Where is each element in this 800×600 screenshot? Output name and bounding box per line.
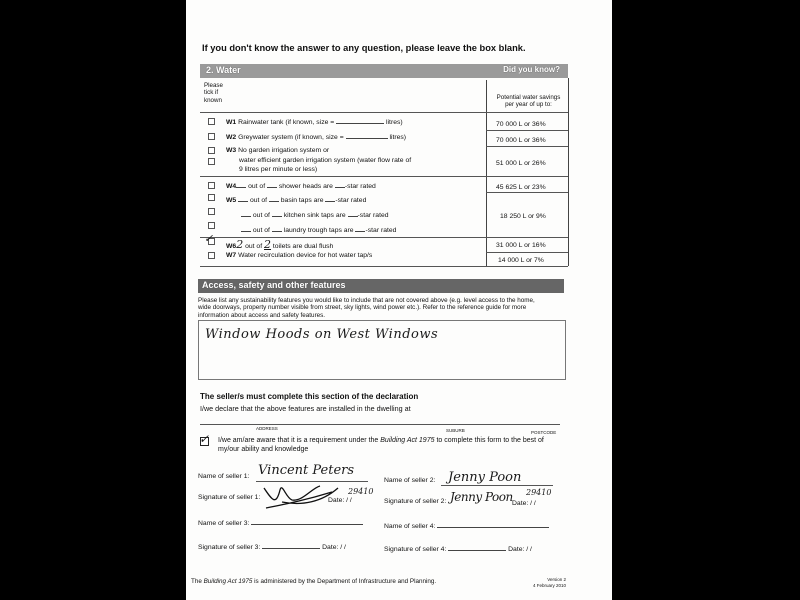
w1-row: W1 Rainwater tank (if known, size = litres) — [226, 116, 403, 126]
w4-checkbox[interactable] — [208, 182, 215, 189]
access-instructions: Please list any sustainability features you would like to include that are not covered above (e.g. level access to the home, wide doorways, property number visible from street, sky lights, wind power etc.). Refer to the reference guide for more information about access and safety features. — [198, 297, 535, 319]
declaration-line: I/we declare that the above features are installed in the dwelling at — [200, 404, 411, 413]
name-seller-3-label: Name of seller 3: — [198, 517, 363, 527]
w5-checkbox-kitchen[interactable] — [208, 208, 215, 215]
w5-row-kitchen: out of kitchen sink taps are -star rated — [241, 209, 389, 219]
w3-checkbox-2[interactable] — [208, 158, 215, 165]
water-section-header — [200, 64, 568, 78]
w3-saving: 51 000 L or 26% — [496, 160, 546, 167]
instructions: If you don't know the answer to any question, please leave the box blank. — [202, 43, 526, 53]
w6-row: W62 out of 2 toilets are dual flush — [226, 238, 334, 251]
form-page — [186, 0, 612, 600]
w6-saving: 31 000 L or 16% — [496, 242, 546, 249]
address-label: ADDRESS — [256, 426, 278, 431]
w7-saving: 14 000 L or 7% — [498, 257, 544, 264]
table-line — [200, 112, 568, 113]
w5-row-basin: W5 out of basin taps are -star rated — [226, 194, 366, 204]
w4-saving: 45 625 L or 23% — [496, 184, 546, 191]
w3-row: W3 No garden irrigation system or water efficient garden irrigation system (water flow rate of 9 litres per minute or less) — [226, 147, 412, 173]
w5-checkbox-basin[interactable] — [208, 194, 215, 201]
aware-check-mark: ✓ — [199, 432, 210, 446]
w4-row: W4 out of shower heads are -star rated — [226, 180, 376, 190]
signature-seller-2-label: Signature of seller 2: — [384, 498, 447, 505]
features-textbox[interactable] — [198, 320, 566, 380]
date-seller-1-handwritten: 29410 — [348, 487, 374, 496]
w7-row: W7 Water recirculation device for hot water tap/s — [226, 252, 373, 259]
access-section-header — [198, 279, 564, 293]
savings-header: Potential water savings per year of up to: — [496, 94, 561, 109]
signature-seller-1 — [262, 478, 342, 510]
name-seller-2-label: Name of seller 2: — [384, 477, 436, 484]
w5-row-laundry: out of laundry trough taps are -star rated — [241, 224, 396, 234]
access-heading: Access, safety and other features — [202, 280, 346, 290]
name-seller-1-value[interactable]: Vincent Peters — [258, 463, 355, 478]
suburb-label: SUBURB — [446, 428, 465, 433]
table-divider — [486, 80, 487, 266]
footer-text: The Building Act 1975 is administered by the Department of Infrastructure and Planning. — [191, 578, 437, 585]
name-seller-2-value[interactable]: Jenny Poon — [448, 470, 522, 485]
aware-text: I/we am/are aware that it is a requirement under the Building Act 1975 to complete this form to the best of my/our ability and knowledge — [218, 437, 544, 453]
did-you-know: Did you know? — [503, 65, 560, 74]
date-seller-1: Date: / / — [328, 497, 352, 504]
declaration-heading: The seller/s must complete this section of the declaration — [200, 392, 419, 401]
signature-seller-2: Jenny Poon — [450, 490, 513, 504]
name-seller-4-label: Name of seller 4: — [384, 520, 549, 530]
w5-checkbox-laundry[interactable] — [208, 222, 215, 229]
w5-saving: 18 250 L or 9% — [500, 213, 546, 220]
address-line — [200, 424, 560, 425]
tick-header: Please tick if known — [204, 82, 223, 104]
signature-seller-1-label: Signature of seller 1: — [198, 494, 261, 501]
w1-saving: 70 000 L or 36% — [496, 121, 546, 128]
w1-checkbox[interactable] — [208, 118, 215, 125]
w2-checkbox[interactable] — [208, 133, 215, 140]
features-handwritten: Window Hoods on West Windows — [205, 327, 439, 342]
table-right-border — [568, 78, 569, 266]
version-info: Version 2 4 February 2010 — [532, 577, 566, 588]
w7-checkbox[interactable] — [208, 252, 215, 259]
name-seller-1-label: Name of seller 1: — [198, 473, 250, 480]
postcode-label: POSTCODE — [531, 430, 557, 435]
w2-row: W2 Greywater system (if known, size = litres) — [226, 131, 406, 141]
signature-seller-4-label: Signature of seller 4: Date: / / — [384, 543, 532, 553]
w2-saving: 70 000 L or 36% — [496, 137, 546, 144]
date-seller-2: Date: / / — [512, 500, 536, 507]
w3-checkbox-1[interactable] — [208, 147, 215, 154]
water-heading: 2. Water — [206, 65, 241, 75]
signature-seller-3-label: Signature of seller 3: Date: / / — [198, 541, 346, 551]
w6-check-mark: ✓ — [204, 232, 214, 245]
date-seller-2-handwritten: 29410 — [526, 488, 552, 497]
